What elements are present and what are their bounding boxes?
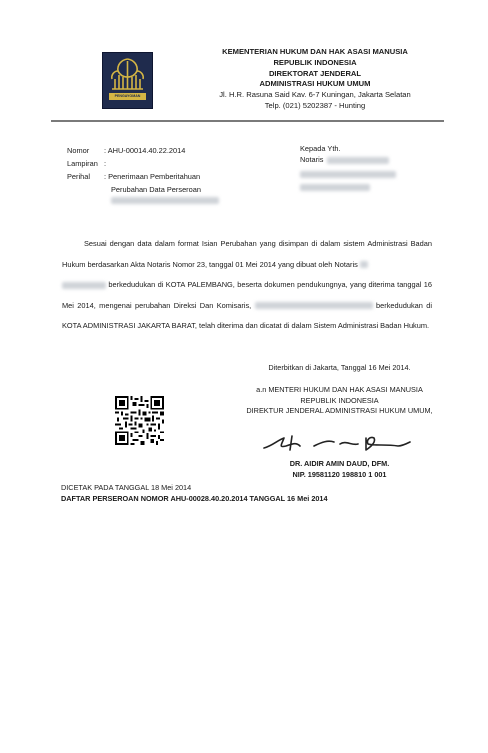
logo-caption: PENGAYOMAN (114, 94, 141, 98)
ministry-name: KEMENTERIAN HUKUM DAN HAK ASASI MANUSIA (222, 47, 408, 56)
perihal-label: Perihal (67, 172, 91, 181)
directorate-subname: ADMINISTRASI HUKUM UMUM (259, 79, 371, 89)
body-paragraph (62, 234, 432, 337)
nomor-value: : AHU-00014.40.22.2014 (104, 146, 186, 155)
signatory-name: DR. AIDIR AMIN DAUD, DFM. (289, 459, 390, 468)
signatory-name-block (237, 459, 442, 480)
on-behalf-line1: a.n MENTERI HUKUM DAN HAK ASASI MANUSIA (256, 385, 423, 394)
perihal-value-cont: Perubahan Data Perseroan (111, 185, 201, 194)
qr-code (115, 396, 164, 445)
country-name: REPUBLIK INDONESIA (273, 57, 357, 67)
letterhead (190, 47, 440, 112)
recipient-title: Notaris (300, 155, 324, 164)
signatory-block (237, 385, 442, 417)
directorate-name: DIREKTORAT JENDERAL (268, 68, 362, 78)
header-divider (51, 120, 444, 122)
printed-date: DICETAK PADA TANGGAL 18 Mei 2014 (61, 483, 192, 492)
office-phone: Telp. (021) 5202387 - Hunting (264, 100, 366, 110)
recipient-block (300, 143, 396, 192)
redacted-notary-inline-2 (62, 282, 106, 289)
ministry-logo (102, 52, 153, 109)
redacted-address-1 (300, 171, 396, 178)
on-behalf-line3: DIREKTUR JENDERAL ADMINISTRASI HUKUM UMUM, (246, 406, 433, 415)
handwritten-signature (262, 430, 412, 454)
office-address: Jl. H.R. Rasuna Said Kav. 6-7 Kuningan, Jakarta Selatan (219, 90, 411, 100)
signatory-nip: NIP. 19581120 198810 1 001 (292, 469, 387, 479)
lampiran-value: : (104, 159, 107, 168)
company-registry-number: DAFTAR PERSEROAN NOMOR AHU-00028.40.20.2014 TANGGAL 16 Mei 2014 (61, 494, 328, 503)
redacted-notary-name (327, 157, 389, 164)
issued-statement: Diterbitkan di Jakarta, Tanggal 16 Mei 2014. (268, 363, 411, 372)
recipient-salutation: Kepada Yth. (300, 144, 341, 153)
nomor-label: Nomor (67, 146, 90, 155)
letter-body (62, 234, 432, 337)
body-part-2: berkedudukan di KOTA PALEMBANG, beserta dokumen pendukungnya, yang diterima tanggal 16 Mei 2014, mengenai perubahan Direksi Dan Komisaris, (62, 280, 432, 310)
body-part-3: berkedudukan di KOTA ADMINISTRASI JAKARTA BARAT, telah diterima dan dicatat di dalam Sistem Administrasi Badan Hukum. (62, 300, 433, 330)
redacted-company-inline (255, 302, 373, 309)
letter-meta (67, 145, 201, 205)
pengayoman-tree-emblem (103, 53, 152, 108)
redacted-company-name (111, 197, 219, 204)
lampiran-label: Lampiran (67, 159, 98, 168)
on-behalf-line2: REPUBLIK INDONESIA (300, 395, 379, 405)
redacted-notary-inline (360, 261, 368, 268)
body-part-1: Sesuai dengan data dalam format Isian Perubahan yang disimpan di dalam sistem Administrasi Badan Hukum berdasarkan Akta Notaris Nomor 23, tanggal 01 Mei 2014 yang dibuat oleh Notaris (62, 239, 432, 269)
perihal-value: : Penerimaan Pemberitahuan (104, 172, 201, 181)
redacted-address-2 (300, 184, 370, 191)
